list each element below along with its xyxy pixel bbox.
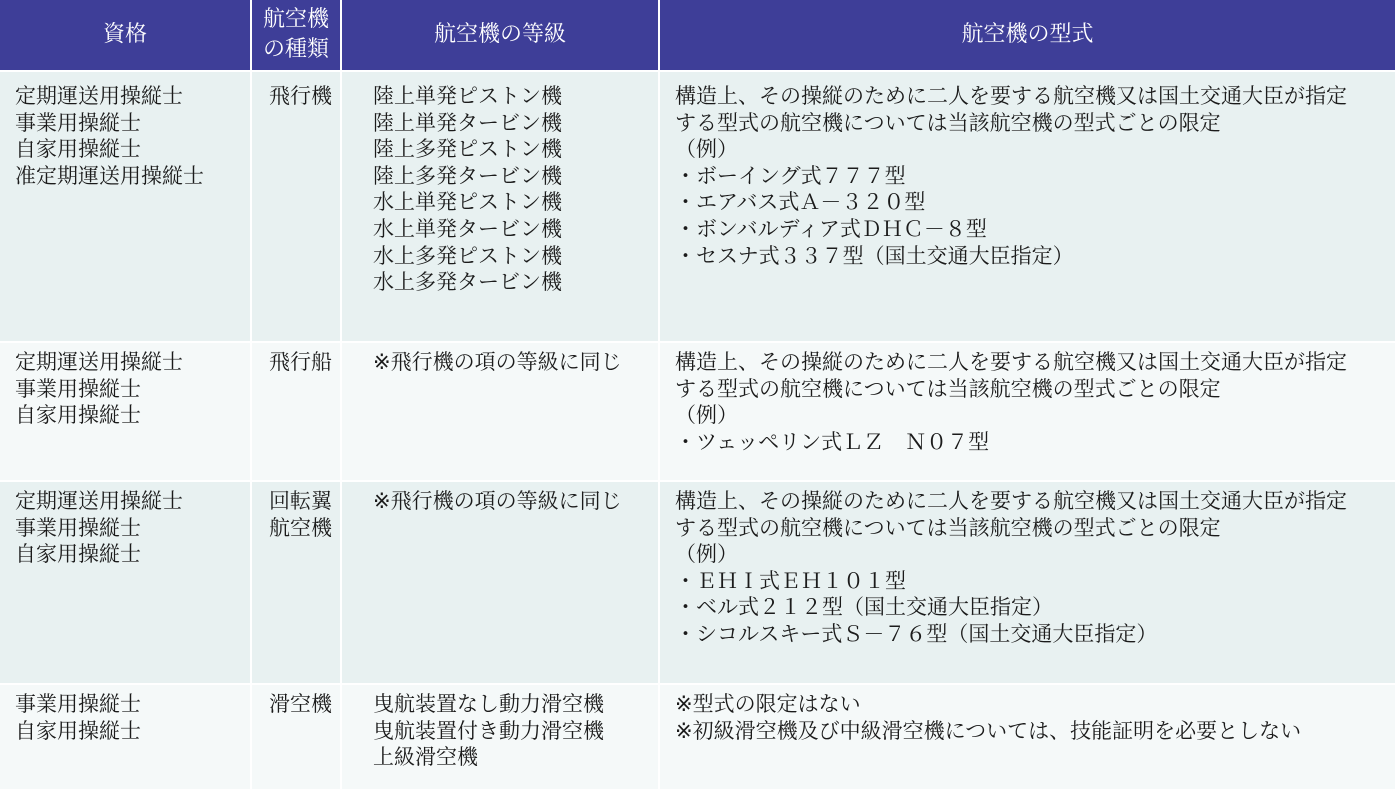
qualification-line: 定期運送用操縦士 bbox=[15, 84, 183, 108]
category-cell bbox=[252, 72, 340, 341]
category-line: 飛行船 bbox=[269, 350, 332, 374]
category-cell bbox=[252, 685, 340, 789]
qualification-line: 事業用操縦士 bbox=[15, 692, 141, 716]
class-line: ※飛行機の項の等級に同じ bbox=[373, 350, 622, 374]
type-rating-cell bbox=[660, 343, 1395, 480]
qualification-line: 事業用操縦士 bbox=[15, 515, 141, 540]
class-line: 水上多発タービン機 bbox=[373, 270, 562, 295]
qualification-line: 自家用操縦士 bbox=[15, 137, 141, 162]
category-line: 航空機 bbox=[269, 515, 332, 540]
category-line: 回転翼 bbox=[269, 489, 332, 513]
class-line: 水上単発タービン機 bbox=[373, 216, 562, 241]
class-cell bbox=[342, 685, 658, 789]
header-aircraft-category-line: 航空機 bbox=[262, 7, 329, 32]
type-rating-line: （例） bbox=[675, 542, 738, 567]
qualification-cell bbox=[0, 685, 250, 789]
type-rating-line: ・ベル式２１２型（国土交通大臣指定） bbox=[675, 595, 1053, 620]
type-rating-line: ※型式の限定はない bbox=[675, 692, 861, 716]
qualification-line: 事業用操縦士 bbox=[15, 110, 141, 135]
class-line: 陸上多発タービン機 bbox=[373, 163, 562, 188]
type-rating-line: ※初級滑空機及び中級滑空機については、技能証明を必要としない bbox=[675, 718, 1302, 743]
qualification-line: 准定期運送用操縦士 bbox=[15, 163, 204, 188]
category-cell bbox=[252, 482, 340, 683]
category-line: 滑空機 bbox=[269, 692, 332, 716]
qualification-line: 自家用操縦士 bbox=[15, 718, 141, 743]
class-line: 水上多発ピストン機 bbox=[373, 243, 562, 268]
qualification-line: 自家用操縦士 bbox=[15, 542, 141, 567]
class-line: 曳航装置付き動力滑空機 bbox=[373, 718, 604, 743]
type-rating-line: ・シコルスキー式Ｓ－７６型（国土交通大臣指定） bbox=[675, 621, 1158, 646]
type-rating-line: する型式の航空機については当該航空機の型式ごとの限定 bbox=[675, 515, 1221, 540]
class-cell bbox=[342, 343, 658, 480]
class-line: 陸上多発ピストン機 bbox=[373, 137, 562, 162]
type-rating-line: （例） bbox=[675, 137, 738, 162]
class-line: 水上単発ピストン機 bbox=[373, 190, 562, 215]
class-cell bbox=[342, 72, 658, 341]
type-rating-line: ・ＥＨＩ式ＥＨ１０１型 bbox=[675, 568, 906, 593]
header-aircraft-category bbox=[252, 0, 340, 70]
header-aircraft-category-line: の種類 bbox=[262, 37, 329, 62]
qualification-cell bbox=[0, 482, 250, 683]
type-rating-line: （例） bbox=[675, 403, 738, 428]
header-qualification-label: 資格 bbox=[102, 22, 147, 47]
category-cell bbox=[252, 343, 340, 480]
type-rating-line: ・セスナ式３３７型（国土交通大臣指定） bbox=[675, 243, 1074, 268]
type-rating-line: する型式の航空機については当該航空機の型式ごとの限定 bbox=[675, 376, 1221, 401]
header-aircraft-class bbox=[342, 0, 658, 70]
header-aircraft-class-label: 航空機の等級 bbox=[433, 22, 566, 47]
category-line: 飛行機 bbox=[269, 84, 332, 108]
type-rating-line: ・ツェッペリン式ＬＺ Ｎ０７型 bbox=[675, 429, 990, 454]
class-line: 曳航装置なし動力滑空機 bbox=[373, 692, 604, 716]
qualification-line: 自家用操縦士 bbox=[15, 403, 141, 428]
class-line: 陸上単発ピストン機 bbox=[373, 84, 562, 108]
type-rating-line: 構造上、その操縦のために二人を要する航空機又は国土交通大臣が指定 bbox=[675, 350, 1347, 374]
type-rating-line: 構造上、その操縦のために二人を要する航空機又は国土交通大臣が指定 bbox=[675, 489, 1347, 513]
class-line: 上級滑空機 bbox=[373, 745, 478, 770]
qualification-cell bbox=[0, 72, 250, 341]
qualification-line: 定期運送用操縦士 bbox=[15, 350, 183, 374]
type-rating-line: 構造上、その操縦のために二人を要する航空機又は国土交通大臣が指定 bbox=[675, 84, 1347, 108]
header-qualification bbox=[0, 0, 250, 70]
type-rating-cell bbox=[660, 482, 1395, 683]
class-line: ※飛行機の項の等級に同じ bbox=[373, 489, 622, 513]
type-rating-line: ・エアバス式Ａ－３２０型 bbox=[675, 190, 926, 215]
qualification-cell bbox=[0, 343, 250, 480]
class-line: 陸上単発タービン機 bbox=[373, 110, 562, 135]
qualification-line: 事業用操縦士 bbox=[15, 376, 141, 401]
header-aircraft-type bbox=[660, 0, 1395, 70]
class-cell bbox=[342, 482, 658, 683]
header-aircraft-type-label: 航空機の型式 bbox=[961, 22, 1094, 47]
type-rating-line: ・ボーイング式７７７型 bbox=[675, 163, 906, 188]
type-rating-cell bbox=[660, 685, 1395, 789]
type-rating-line: ・ボンバルディア式ＤＨＣ－８型 bbox=[675, 216, 987, 241]
type-rating-cell bbox=[660, 72, 1395, 341]
type-rating-line: する型式の航空機については当該航空機の型式ごとの限定 bbox=[675, 110, 1221, 135]
qualification-line: 定期運送用操縦士 bbox=[15, 489, 183, 513]
